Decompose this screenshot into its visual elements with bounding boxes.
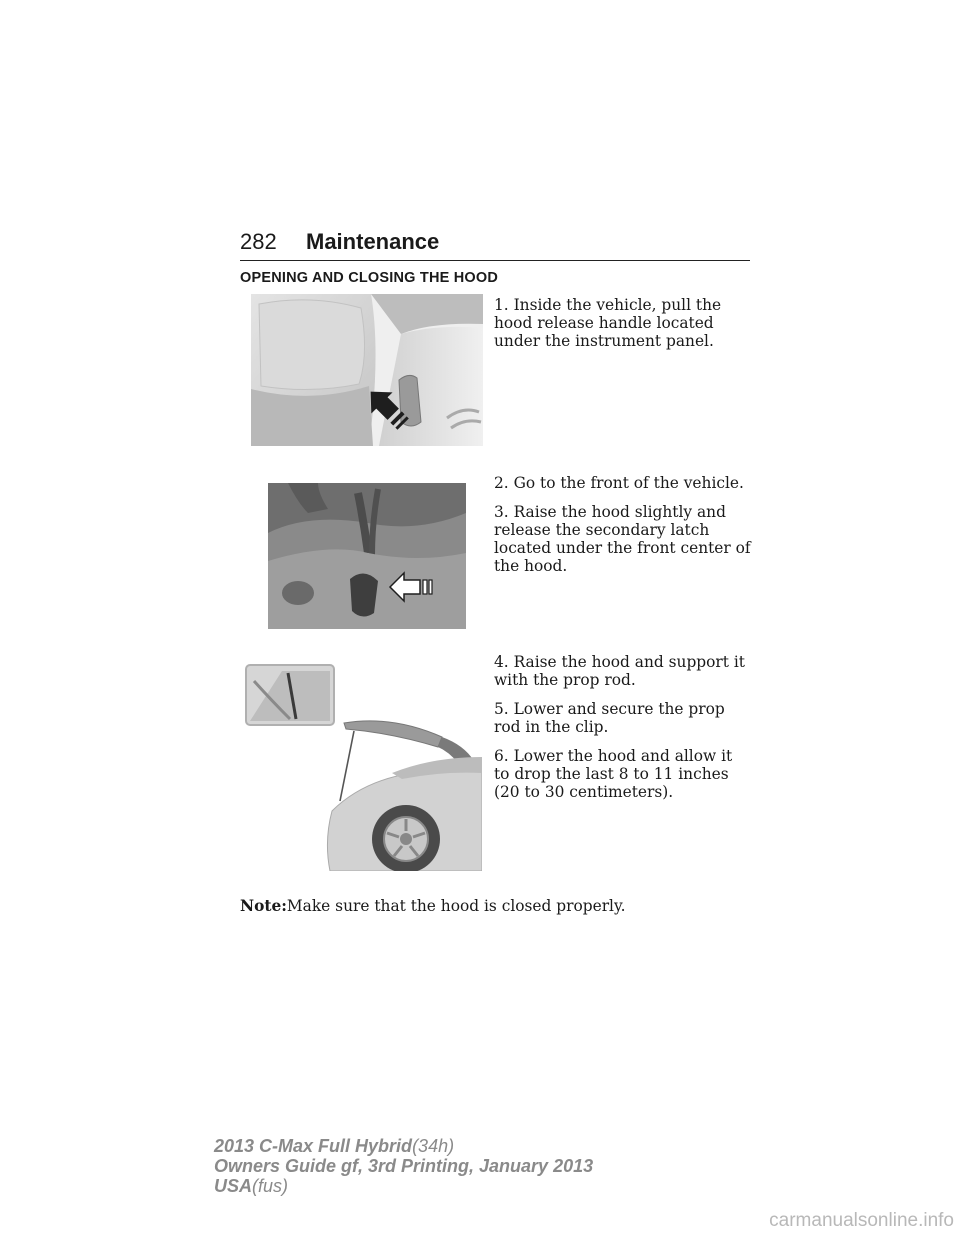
step-5-text: 5. Lower and secure the prop rod in the clip. [494,700,725,736]
page-header [240,229,750,261]
footer-printing: Owners Guide gf, 3rd Printing, January 2013 [214,1156,594,1176]
footer-line-3 [214,1176,593,1196]
secondary-latch-illustration [268,483,466,629]
note-text: Make sure that the hood is closed properly. [286,897,626,915]
page-number: 282 [240,229,277,254]
section-heading: OPENING AND CLOSING THE HOOD [240,270,499,286]
footer-market: USA [214,1176,253,1196]
step-1-text: 1. Inside the vehicle, pull the hood release handle located under the instrument panel. [494,296,722,350]
note [240,897,626,915]
chapter-title: Maintenance [306,229,440,254]
footer-line-1 [214,1136,593,1156]
footer-model: 2013 C-Max Full Hybrid [214,1136,413,1156]
step-2-text: 2. Go to the front of the vehicle. [494,474,744,492]
footer-model-code: (34h) [412,1136,455,1156]
hood-release-handle-illustration [251,294,483,446]
step-6-text: 6. Lower the hood and allow it to drop the last 8 to 11 inches (20 to 30 centimeters). [494,747,733,801]
footer-line-2 [214,1156,593,1176]
prop-rod-illustration [242,661,482,871]
document-footer [214,1136,593,1196]
step-4-text: 4. Raise the hood and support it with the prop rod. [494,653,745,689]
note-label: Note: [240,897,287,915]
footer-market-code: (fus) [252,1176,289,1196]
step-3-text: 3. Raise the hood slightly and release the secondary latch located under the front center of the hood. [494,503,751,575]
watermark[interactable]: carmanualsonline.info [769,1210,954,1231]
